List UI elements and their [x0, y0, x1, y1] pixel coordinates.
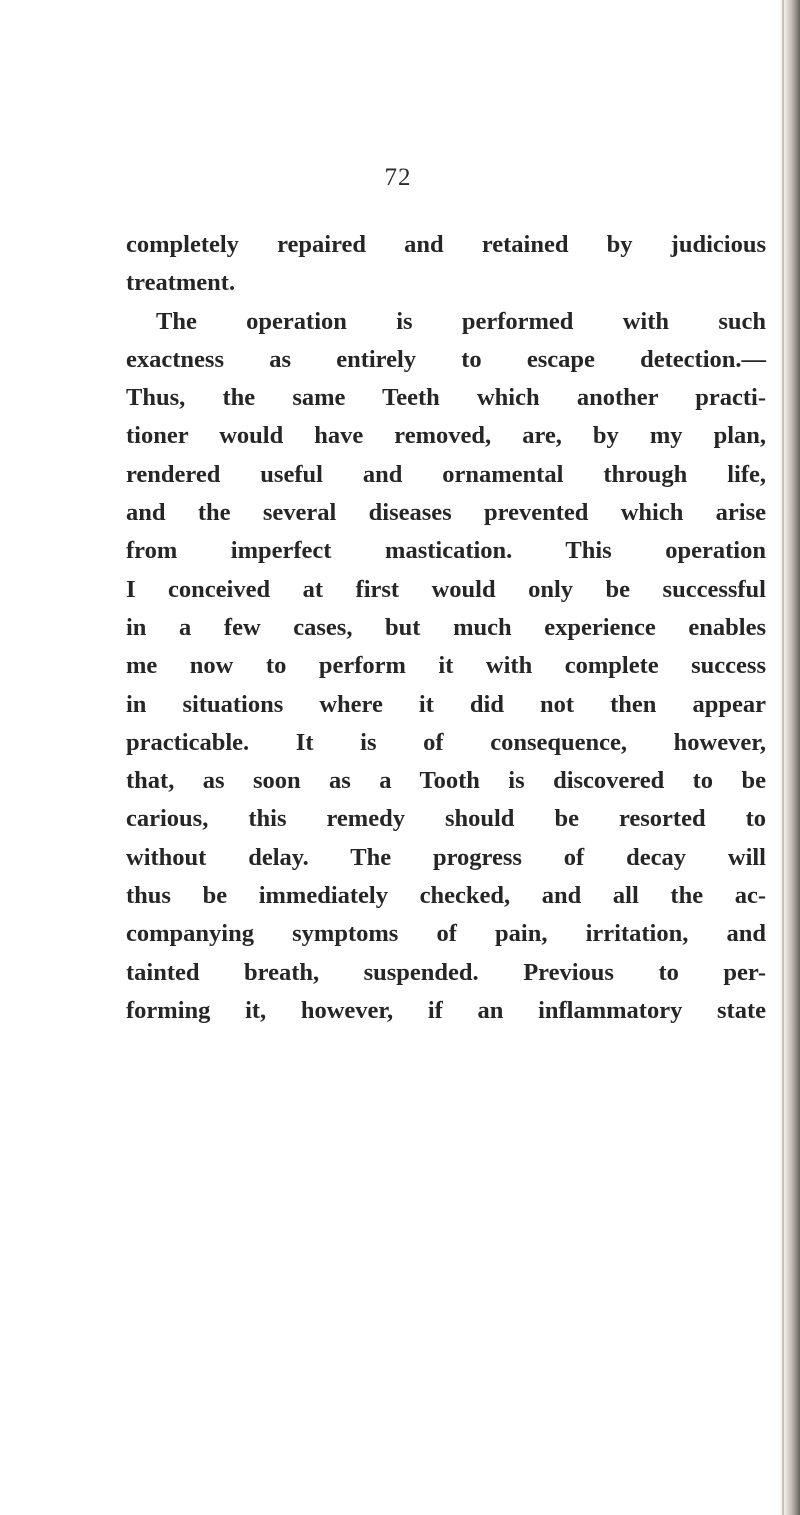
text-line: completely repaired and retained by judicious	[126, 231, 766, 258]
text-line: The operation is performed with such	[156, 307, 766, 335]
text-line: in situations where it did not then appear	[126, 690, 766, 718]
page-number: 72	[384, 164, 412, 191]
text-line: tioner would have removed, are, by my plan,	[126, 422, 766, 450]
text-line: from imperfect mastication. This operation	[126, 537, 766, 565]
text-line: without delay. The progress of decay will	[126, 843, 766, 871]
text-line: practicable. It is of consequence, however,	[126, 728, 766, 756]
text-line: rendered useful and ornamental through life,	[126, 460, 766, 488]
text-line: thus be immediately checked, and all the ac-	[126, 882, 766, 910]
text-line: companying symptoms of pain, irritation, and	[126, 920, 766, 948]
text-line: that, as soon as a Tooth is discovered to be	[126, 767, 766, 795]
body-text	[126, 226, 766, 1030]
text-line: forming it, however, if an inflammatory state	[126, 996, 766, 1024]
text-line: and the several diseases prevented which arise	[126, 499, 766, 527]
text-line: exactness as entirely to escape detection.—	[126, 345, 766, 373]
text-line: tainted breath, suspended. Previous to per-	[126, 958, 766, 986]
text-line: I conceived at first would only be successful	[126, 575, 766, 603]
text-line: me now to perform it with complete success	[126, 652, 766, 680]
text-line: treatment.	[126, 269, 236, 297]
binding-edge-line	[782, 0, 784, 1515]
text-line: carious, this remedy should be resorted to	[126, 805, 766, 833]
text-line: Thus, the same Teeth which another practi-	[126, 384, 766, 412]
text-line: in a few cases, but much experience enables	[126, 613, 766, 641]
